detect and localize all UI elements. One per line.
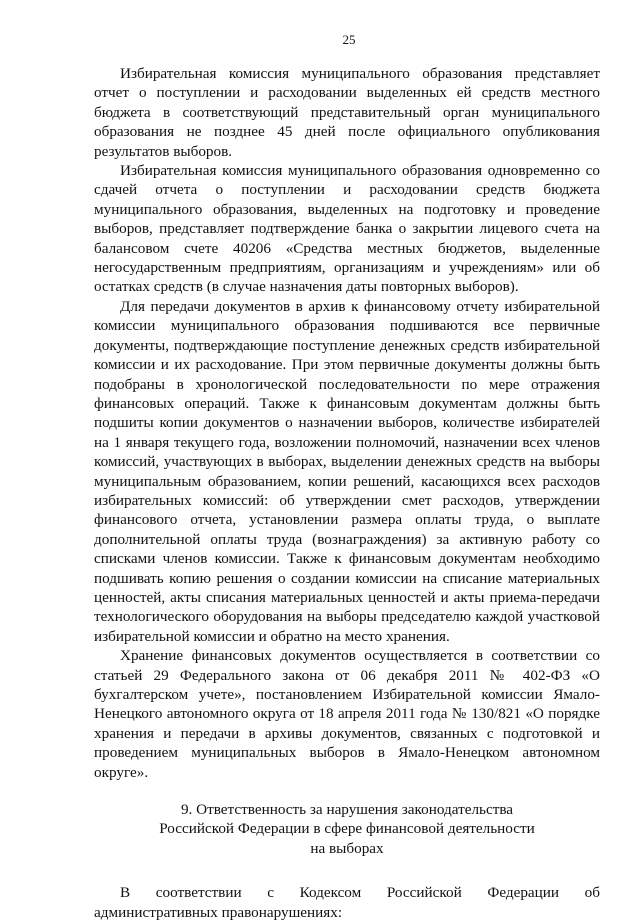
section-heading-line-3: на выборах: [310, 839, 384, 857]
paragraph-bank-confirmation: Избирательная комиссия муниципального образования одновременно со сдачей отчета о поступлении и расходовании средств бюджета муниципального образования, выделенных на подготовку и проведение выборов, представляет подтверждение банка о закрытии лицевого счета на балансовом счете 40206 «Средства местных бюджетов, выделенные негосударственным предприятиям, организациям и учреждениям» или об остатках средств (в случае назначения даты повторных выборов).: [94, 162, 600, 296]
section-heading: [94, 800, 600, 858]
body-text: [94, 64, 600, 782]
closing-line-2: административных правонарушениях:: [94, 903, 343, 921]
section-heading-line-2: Российской Федерации в сфере финансовой деятельности: [159, 820, 535, 838]
paragraph-archive-documents: Для передачи документов в архив к финансовому отчету избирательной комиссии муниципального образования подшиваются все первичные документы, подтверждающие поступление денежных средств избирательной комиссии и их расходование. При этом первичные документы должны быть подобраны в хронологической последовательности по мере отражения финансовых операций. Также к финансовым документам должны быть подшиты копии документов о назначении выборов, количестве избирателей на 1 января текущего года, возложении полномочий, назначении всех членов комиссий, участвующих в выборах, выделении денежных средств на выборы муниципальным образованием, копии решений, касающихся всех расходов избирательных комиссий: об утверждении смет расходов, утверждении финансового отчета, установлении размера оплаты труда, о выплате дополнительной оплаты труда (вознаграждения) за активную работу со списками членов комиссии. Также к финансовым документам необходимо подшивать копию решения о создании комиссии на списание материальных ценностей, акты списания материальных ценностей и акты приема-передачи технологического оборудования на выборы председателю каждой участковой избирательной комиссии и обратно на место хранения.: [94, 297, 600, 645]
paragraph-report-submission: Избирательная комиссия муниципального образования представляет отчет о поступлении и расходовании выделенных ей средств местного бюджета в соответствующий представительный орган муниципального образования не позднее 45 дней после официального опубликования результатов выборов.: [94, 65, 600, 160]
closing-line-1: В соответствии с Кодексом Российской Федерации об: [120, 884, 600, 902]
page-number: 25: [342, 32, 356, 47]
section-heading-line-1: 9. Ответственность за нарушения законодательства: [180, 801, 514, 819]
paragraph-document-storage: Хранение финансовых документов осуществляется в соответствии со статьей 29 Федерального закона от 06 декабря 2011 № 402-ФЗ «О бухгалтерском учете», постановлением Избирательной комиссии Ямало-Ненецкого автономного округа от 18 апреля 2011 года № 130/821 «О порядке хранения и передачи в архивы документов, связанных с подготовкой и проведением муниципальных выборов в Ямало-Ненецком автономном округе».: [94, 647, 600, 781]
closing-text: [94, 883, 600, 922]
